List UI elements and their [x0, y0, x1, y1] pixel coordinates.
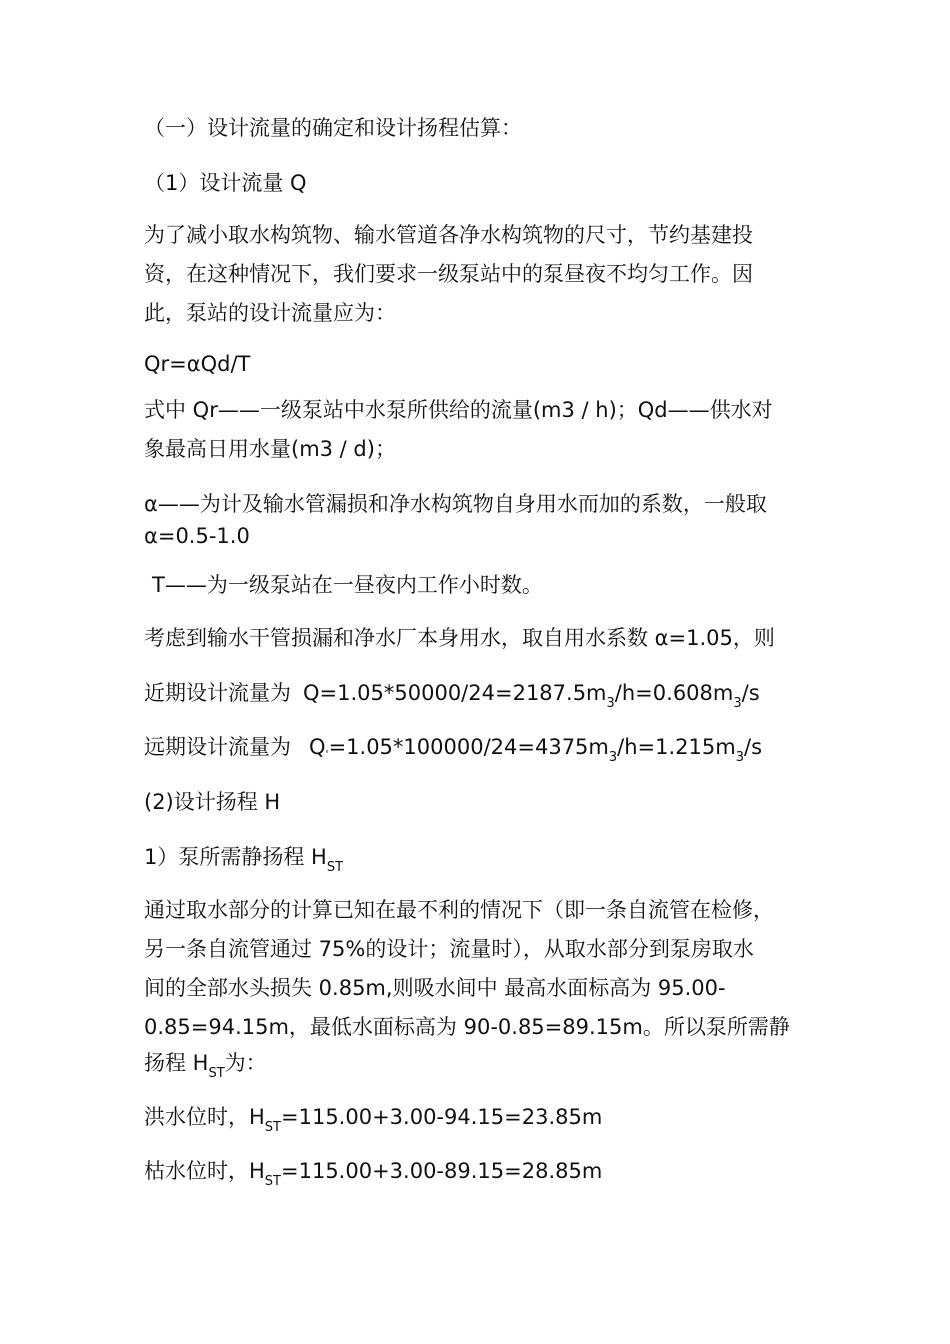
paragraph-line: 另一条自流管通过 75%的设计；流量时），从取水部分到泵房取水 — [144, 937, 754, 961]
paragraph-line: 资，在这种情况下，我们要求一级泵站中的泵昼夜不均匀工作。因 — [144, 262, 753, 286]
subscript: ST — [208, 1066, 225, 1081]
dry-level-line — [144, 1158, 602, 1188]
subscript: ST — [264, 1120, 281, 1135]
definition-line: α——为计及输水管漏损和净水构筑物自身用水而加的系数，一般取 — [144, 492, 767, 516]
dry-label: 枯水位时，H — [144, 1159, 265, 1183]
near-term-expression: /s — [741, 681, 760, 705]
flood-expression: =115.00+3.00-94.15=23.85m — [281, 1105, 603, 1129]
dry-expression: =115.00+3.00-89.15=28.85m — [281, 1159, 603, 1183]
subsection-heading-flow: （1）设计流量 Q — [144, 171, 307, 195]
subscript: 3 — [735, 750, 744, 765]
prime-mark: ' — [325, 748, 329, 761]
subscript: ST — [264, 1174, 281, 1189]
definition-line: 象最高日用水量(m3 / d)； — [144, 437, 396, 461]
flood-label: 洪水位时，H — [144, 1105, 265, 1129]
far-term-expression: =1.05*100000/24=4375m — [328, 735, 609, 759]
formula-line: Qr=αQd/T — [144, 352, 251, 376]
near-term-expression: /h=0.608m — [614, 681, 734, 705]
near-term-label: 近期设计流量为 — [144, 681, 291, 705]
near-term-expression: Q=1.05*50000/24=2187.5m — [303, 681, 607, 705]
flood-level-line — [144, 1104, 602, 1134]
paragraph-line — [144, 1050, 267, 1080]
far-term-expression: /s — [744, 735, 763, 759]
paragraph-text: 为： — [224, 1051, 267, 1075]
subscript: 3 — [733, 696, 742, 711]
subscript: 3 — [606, 696, 615, 711]
paragraph-line: 0.85=94.15m，最低水面标高为 90-0.85=89.15m。所以泵所需静 — [144, 1015, 790, 1039]
paragraph-line: 考虑到输水干管损漏和净水厂本身用水，取自用水系数 α=1.05，则 — [144, 626, 775, 650]
section-heading: （一）设计流量的确定和设计扬程估算： — [144, 116, 522, 140]
definition-line: α=0.5-1.0 — [144, 524, 250, 548]
far-term-expression: /h=1.215m — [617, 735, 736, 759]
heading-text: 1）泵所需静扬程 H — [144, 845, 327, 869]
near-term-flow-line — [144, 680, 760, 710]
far-term-label: 远期设计流量为 — [144, 735, 291, 759]
far-term-q: Q — [309, 735, 326, 759]
subsection-heading-head: (2)设计扬程 H — [144, 790, 281, 814]
subscript: ST — [326, 860, 344, 875]
paragraph-line: 通过取水部分的计算已知在最不利的情况下（即一条自流管在检修， — [144, 898, 774, 922]
paragraph-text: 扬程 H — [144, 1051, 209, 1075]
subsection-heading-static-head — [144, 844, 343, 874]
definition-line: 式中 Qr——一级泵站中水泵所供给的流量(m3 / h)；Qd——供水对 — [144, 398, 773, 422]
paragraph-line: 为了减小取水构筑物、输水管道各净水构筑物的尺寸，节约基建投 — [144, 223, 753, 247]
subscript: 3 — [608, 750, 618, 765]
definition-line: T——为一级泵站在一昼夜内工作小时数。 — [152, 573, 543, 597]
paragraph-line: 此，泵站的设计流量应为： — [144, 301, 396, 325]
paragraph-line: 间的全部水头损失 0.85m,则吸水间中 最高水面标高为 95.00- — [144, 976, 726, 1000]
far-term-flow-line — [144, 734, 762, 764]
